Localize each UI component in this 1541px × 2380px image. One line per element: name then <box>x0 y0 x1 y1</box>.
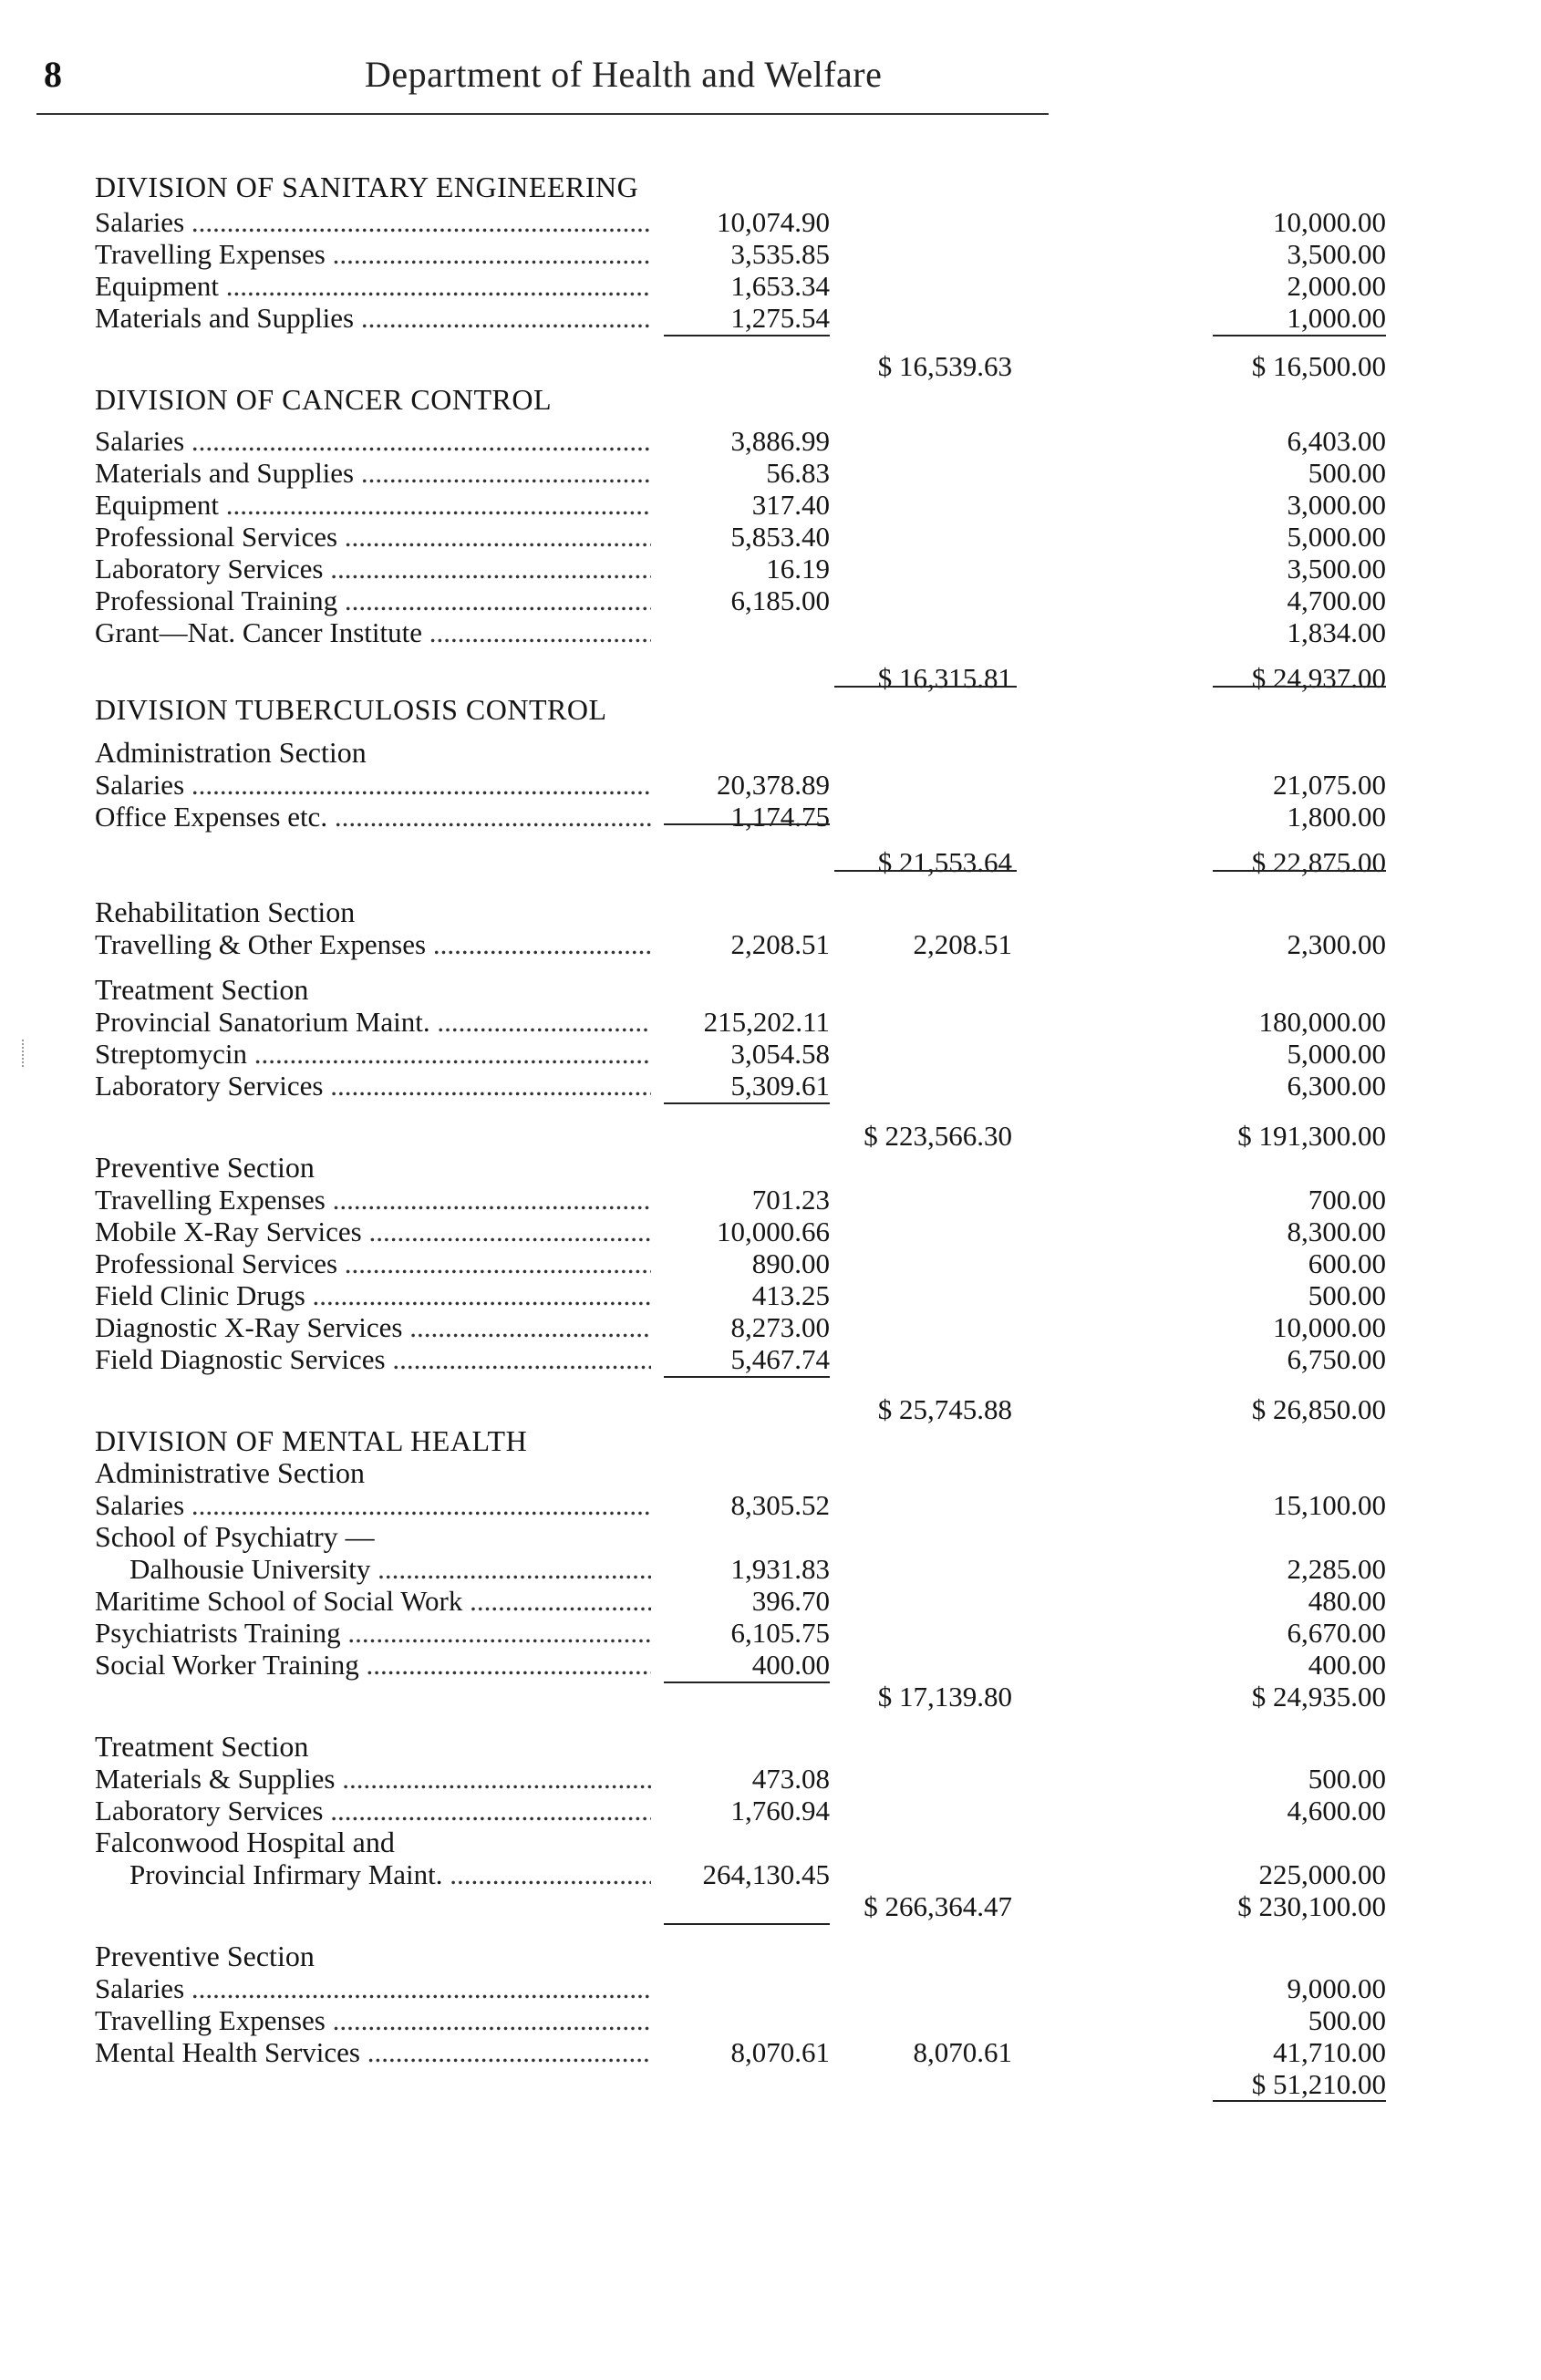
estimate-amount: 4,700.00 <box>1287 585 1386 616</box>
item-label: Salaries ..... <box>95 206 651 238</box>
line-item-salaries <box>0 1972 1541 2004</box>
subtotal-amount: $ 223,566.30 <box>864 1120 1012 1152</box>
line-item-professional-services <box>0 521 1541 553</box>
total-row <box>0 662 1541 694</box>
column-rule <box>1213 870 1386 872</box>
division-heading-division-of-sanitary-engineering <box>0 171 1541 203</box>
division-title: DIVISION TUBERCULOSIS CONTROL <box>95 693 607 726</box>
division-title: DIVISION OF MENTAL HEALTH <box>95 1424 528 1457</box>
item-label: Salaries ..... <box>95 1972 651 2004</box>
line-item-salaries <box>0 206 1541 238</box>
line-item-field-clinic-drugs <box>0 1279 1541 1311</box>
item-label: Professional Training ..... <box>95 585 651 616</box>
item-label: Laboratory Services ..... <box>95 553 651 585</box>
estimate-amount: 15,100.00 <box>1273 1489 1386 1521</box>
expenditure-amount: 56.83 <box>766 457 830 489</box>
line-item-travelling-expenses <box>0 238 1541 270</box>
line-item-materials-and-supplies <box>0 302 1541 334</box>
expenditure-amount: 1,931.83 <box>730 1553 830 1585</box>
item-label: Professional Services ..... <box>95 521 651 553</box>
line-item-laboratory-services <box>0 1070 1541 1102</box>
total-row <box>0 1890 1541 1922</box>
subtotal-amount: $ 17,139.80 <box>877 1681 1012 1713</box>
total-row <box>0 2068 1541 2100</box>
section-title: Treatment Section <box>95 1730 309 1763</box>
item-label: Equipment ..... <box>95 270 651 302</box>
subtotal-amount: $ 266,364.47 <box>864 1890 1012 1922</box>
line-item-social-worker-training <box>0 1649 1541 1681</box>
estimate-amount: $ 191,300.00 <box>1237 1120 1386 1152</box>
item-label: Travelling Expenses ..... <box>95 2004 651 2036</box>
line-item-office-expenses-etc <box>0 801 1541 833</box>
column-rule <box>1213 686 1386 688</box>
section-heading-preventive-section <box>0 1940 1541 1972</box>
line-item-maritime-school-of-social-work <box>0 1585 1541 1617</box>
expenditure-amount: 20,378.89 <box>717 769 830 801</box>
estimate-amount: 3,000.00 <box>1287 489 1386 521</box>
estimate-amount: 600.00 <box>1308 1247 1386 1279</box>
item-label: Maritime School of Social Work ..... <box>95 1585 651 1617</box>
item-label: Field Clinic Drugs ..... <box>95 1279 651 1311</box>
line-item-diagnostic-x-ray-services <box>0 1311 1541 1343</box>
column-rule <box>664 1682 830 1683</box>
estimate-amount: 6,750.00 <box>1287 1343 1386 1375</box>
estimate-amount: 500.00 <box>1308 457 1386 489</box>
expenditure-amount: 317.40 <box>751 489 830 521</box>
expenditure-amount: 6,105.75 <box>730 1617 830 1649</box>
item-label: Travelling Expenses ..... <box>95 1184 651 1216</box>
total-row <box>0 1393 1541 1425</box>
expenditure-amount: 10,074.90 <box>717 206 830 238</box>
column-rule <box>664 1923 830 1925</box>
item-label: Salaries ..... <box>95 425 651 457</box>
item-label: Provincial Sanatorium Maint. ..... <box>95 1006 651 1038</box>
item-label: Materials and Supplies ..... <box>95 302 651 334</box>
line-item-equipment <box>0 489 1541 521</box>
line-item-travelling-other-expenses <box>0 928 1541 960</box>
estimate-amount: $ 26,850.00 <box>1251 1393 1386 1425</box>
estimate-amount: 3,500.00 <box>1287 553 1386 585</box>
division-title: DIVISION OF CANCER CONTROL <box>95 383 553 416</box>
column-rule <box>1213 2100 1386 2102</box>
line-item-equipment <box>0 270 1541 302</box>
estimate-amount: 500.00 <box>1308 2004 1386 2036</box>
line-item-travelling-expenses <box>0 2004 1541 2036</box>
item-label: Materials & Supplies ..... <box>95 1763 651 1795</box>
total-row <box>0 1120 1541 1152</box>
total-row <box>0 846 1541 878</box>
section-heading-falconwood-hospital-and <box>0 1826 1541 1858</box>
item-label: Professional Services ..... <box>95 1247 651 1279</box>
estimate-amount: $ 22,875.00 <box>1251 846 1386 878</box>
subtotal-amount: $ 21,553.64 <box>877 846 1012 878</box>
item-label: Mental Health Services ..... <box>95 2036 651 2068</box>
expenditure-amount: 890.00 <box>751 1247 830 1279</box>
section-heading-treatment-section <box>0 1731 1541 1763</box>
item-label: Office Expenses etc. ..... <box>95 801 651 833</box>
line-item-streptomycin <box>0 1038 1541 1070</box>
item-label: Mobile X-Ray Services ..... <box>95 1216 651 1247</box>
expenditure-amount: 400.00 <box>751 1649 830 1681</box>
subtotal-amount: $ 25,745.88 <box>877 1393 1012 1425</box>
expenditure-amount: 5,467.74 <box>730 1343 830 1375</box>
estimate-amount: 41,710.00 <box>1273 2036 1386 2068</box>
item-label: Provincial Infirmary Maint. ..... <box>129 1858 651 1890</box>
estimate-amount: 8,300.00 <box>1287 1216 1386 1247</box>
division-title: DIVISION OF SANITARY ENGINEERING <box>95 171 639 203</box>
expenditure-amount: 396.70 <box>751 1585 830 1617</box>
item-label: Field Diagnostic Services ..... <box>95 1343 651 1375</box>
item-label: Dalhousie University ..... <box>129 1553 651 1585</box>
total-row <box>0 350 1541 382</box>
expenditure-amount: 8,305.52 <box>730 1489 830 1521</box>
line-item-materials-supplies <box>0 1763 1541 1795</box>
estimate-amount: 21,075.00 <box>1273 769 1386 801</box>
item-label: Salaries ..... <box>95 769 651 801</box>
estimate-amount: 2,300.00 <box>1287 928 1386 960</box>
item-label: Streptomycin ..... <box>95 1038 651 1070</box>
expenditure-amount: 8,070.61 <box>730 2036 830 2068</box>
estimate-amount: 9,000.00 <box>1287 1972 1386 2004</box>
expenditure-amount: 5,309.61 <box>730 1070 830 1102</box>
estimate-amount: 3,500.00 <box>1287 238 1386 270</box>
item-label: Salaries ..... <box>95 1489 651 1521</box>
expenditure-amount: 413.25 <box>751 1279 830 1311</box>
division-heading-division-of-cancer-control <box>0 384 1541 416</box>
estimate-amount: 500.00 <box>1308 1763 1386 1795</box>
estimate-amount: 6,403.00 <box>1287 425 1386 457</box>
item-label: Laboratory Services ..... <box>95 1070 651 1102</box>
expenditure-amount: 6,185.00 <box>730 585 830 616</box>
item-label: Travelling Expenses ..... <box>95 238 651 270</box>
column-rule <box>834 686 1017 688</box>
subtotal-amount: $ 16,315.81 <box>877 662 1012 694</box>
column-rule <box>834 870 1017 872</box>
estimate-amount: 400.00 <box>1308 1649 1386 1681</box>
item-label: Materials and Supplies ..... <box>95 457 651 489</box>
expenditure-amount: 2,208.51 <box>730 928 830 960</box>
expenditure-amount: 3,535.85 <box>730 238 830 270</box>
estimate-amount: 2,000.00 <box>1287 270 1386 302</box>
line-item-provincial-infirmary-maint <box>0 1858 1541 1890</box>
line-item-professional-services <box>0 1247 1541 1279</box>
column-rule <box>664 1376 830 1378</box>
page-title: Department of Health and Welfare <box>365 54 883 95</box>
section-heading-treatment-section <box>0 974 1541 1006</box>
estimate-amount: 480.00 <box>1308 1585 1386 1617</box>
expenditure-amount: 8,273.00 <box>730 1311 830 1343</box>
estimate-amount: 1,000.00 <box>1287 302 1386 334</box>
expenditure-amount: 1,653.34 <box>730 270 830 302</box>
subtotal-amount: 2,208.51 <box>913 928 1012 960</box>
subtotal-amount: $ 16,539.63 <box>877 350 1012 382</box>
section-title: Administrative Section <box>95 1456 365 1489</box>
item-label: Equipment ..... <box>95 489 651 521</box>
estimate-amount: $ 230,100.00 <box>1237 1890 1386 1922</box>
estimate-amount: 1,800.00 <box>1287 801 1386 833</box>
estimate-amount: 180,000.00 <box>1258 1006 1386 1038</box>
expenditure-amount: 1,760.94 <box>730 1795 830 1826</box>
subtotal-amount: 8,070.61 <box>913 2036 1012 2068</box>
expenditure-amount: 5,853.40 <box>730 521 830 553</box>
expenditure-amount: 16.19 <box>766 553 830 585</box>
column-rule <box>664 335 830 336</box>
estimate-amount: 10,000.00 <box>1273 1311 1386 1343</box>
expenditure-amount: 264,130.45 <box>702 1858 830 1890</box>
section-heading-administrative-section <box>0 1457 1541 1489</box>
section-heading-preventive-section <box>0 1152 1541 1184</box>
section-heading-school-of-psychiatry <box>0 1521 1541 1553</box>
division-heading-division-tuberculosis-control <box>0 694 1541 726</box>
section-title: Administration Section <box>95 736 367 769</box>
line-item-mobile-x-ray-services <box>0 1216 1541 1247</box>
expenditure-amount: 3,886.99 <box>730 425 830 457</box>
estimate-amount: $ 16,500.00 <box>1251 350 1386 382</box>
line-item-dalhousie-university <box>0 1553 1541 1585</box>
line-item-travelling-expenses <box>0 1184 1541 1216</box>
estimate-amount: 6,300.00 <box>1287 1070 1386 1102</box>
item-label: Laboratory Services ..... <box>95 1795 651 1826</box>
page-number: 8 <box>44 54 62 95</box>
expenditure-amount: 701.23 <box>751 1184 830 1216</box>
line-item-salaries <box>0 1489 1541 1521</box>
section-title: School of Psychiatry — <box>95 1520 375 1553</box>
column-rule <box>664 823 830 825</box>
line-item-field-diagnostic-services <box>0 1343 1541 1375</box>
section-title: Rehabilitation Section <box>95 895 356 928</box>
section-heading-administration-section <box>0 737 1541 769</box>
division-heading-division-of-mental-health <box>0 1425 1541 1457</box>
line-item-laboratory-services <box>0 553 1541 585</box>
estimate-amount: 225,000.00 <box>1258 1858 1386 1890</box>
section-title: Preventive Section <box>95 1151 315 1184</box>
line-item-psychiatrists-training <box>0 1617 1541 1649</box>
line-item-materials-and-supplies <box>0 457 1541 489</box>
line-item-mental-health-services <box>0 2036 1541 2068</box>
item-label: Grant—Nat. Cancer Institute ..... <box>95 616 651 648</box>
expenditure-amount: 3,054.58 <box>730 1038 830 1070</box>
estimate-amount: $ 24,935.00 <box>1251 1681 1386 1713</box>
estimate-amount: 4,600.00 <box>1287 1795 1386 1826</box>
item-label: Travelling & Other Expenses ..... <box>95 928 651 960</box>
estimate-amount: $ 24,937.00 <box>1251 662 1386 694</box>
section-heading-rehabilitation-section <box>0 896 1541 928</box>
estimate-amount: 700.00 <box>1308 1184 1386 1216</box>
item-label: Social Worker Training ..... <box>95 1649 651 1681</box>
expenditure-amount: 1,174.75 <box>730 801 830 833</box>
estimate-amount: 500.00 <box>1308 1279 1386 1311</box>
estimate-amount: 6,670.00 <box>1287 1617 1386 1649</box>
estimate-amount: 10,000.00 <box>1273 206 1386 238</box>
expenditure-amount: 10,000.66 <box>717 1216 830 1247</box>
line-item-salaries <box>0 769 1541 801</box>
line-item-professional-training <box>0 585 1541 616</box>
line-item-provincial-sanatorium-maint <box>0 1006 1541 1038</box>
column-rule <box>664 1102 830 1104</box>
section-title: Falconwood Hospital and <box>95 1826 395 1858</box>
item-label: Psychiatrists Training ..... <box>95 1617 651 1649</box>
line-item-laboratory-services <box>0 1795 1541 1826</box>
line-item-salaries <box>0 425 1541 457</box>
expenditure-amount: 215,202.11 <box>703 1006 830 1038</box>
line-item-grant-nat-cancer-institute <box>0 616 1541 648</box>
column-rule <box>1213 335 1386 336</box>
expenditure-amount: 1,275.54 <box>730 302 830 334</box>
total-row <box>0 1681 1541 1713</box>
estimate-amount: 5,000.00 <box>1287 1038 1386 1070</box>
estimate-amount: $ 51,210.00 <box>1251 2068 1386 2100</box>
estimate-amount: 1,834.00 <box>1287 616 1386 648</box>
estimate-amount: 2,285.00 <box>1287 1553 1386 1585</box>
expenditure-amount: 473.08 <box>751 1763 830 1795</box>
section-title: Preventive Section <box>95 1940 315 1972</box>
estimate-amount: 5,000.00 <box>1287 521 1386 553</box>
item-label: Diagnostic X-Ray Services ..... <box>95 1311 651 1343</box>
section-title: Treatment Section <box>95 973 309 1006</box>
